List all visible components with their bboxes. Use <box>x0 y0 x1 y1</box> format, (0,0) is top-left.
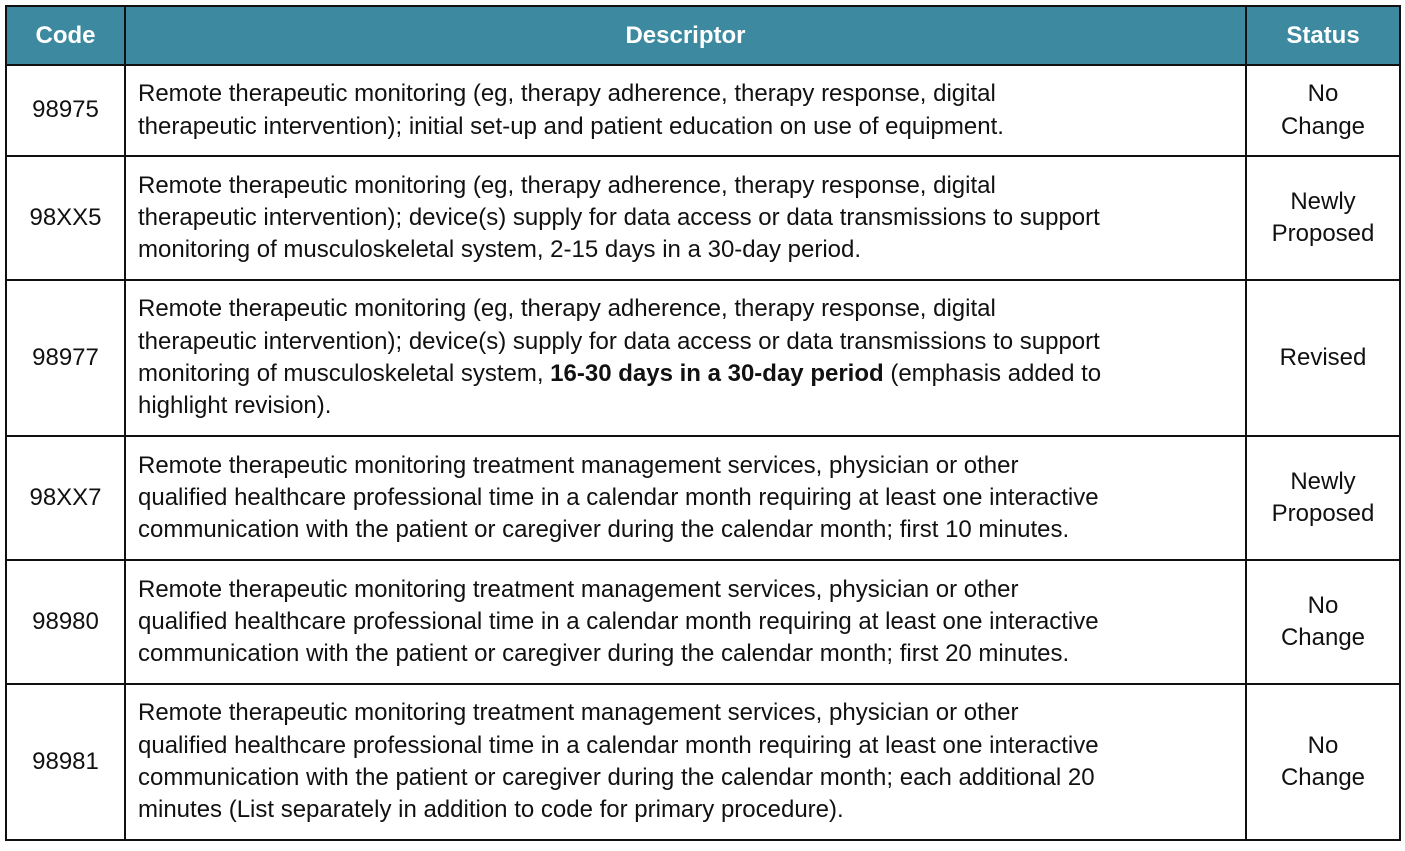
descriptor-line: qualified healthcare professional time in a calendar month requiring at least one interactive <box>138 483 1099 511</box>
descriptor-line: Remote therapeutic monitoring (eg, therapy adherence, therapy response, digital <box>138 295 996 323</box>
status-line: No <box>1307 80 1339 108</box>
descriptor-line: communication with the patient or caregiver during the calendar month; first 10 minutes. <box>138 516 1070 544</box>
status-line: Revised <box>1279 343 1367 371</box>
status-line: Newly <box>1290 467 1356 495</box>
descriptor-line: qualified healthcare professional time in a calendar month requiring at least one interactive <box>138 607 1099 635</box>
status-line: No <box>1307 591 1339 619</box>
descriptor-cell <box>125 436 1246 560</box>
status-line: Change <box>1280 112 1366 140</box>
descriptor-line: highlight revision). <box>138 392 332 420</box>
header-code: Code <box>6 6 125 65</box>
table-row <box>6 684 1400 840</box>
descriptor-line <box>138 358 1235 390</box>
table-row <box>6 65 1400 156</box>
table-row <box>6 560 1400 684</box>
descriptor-line: Remote therapeutic monitoring treatment management services, physician or other <box>138 575 1019 603</box>
descriptor-cell <box>125 560 1246 684</box>
code-cell: 98XX5 <box>6 156 125 280</box>
revision-emphasis: 16-30 days in a 30-day period <box>550 360 884 387</box>
code-cell: 98980 <box>6 560 125 684</box>
codes-table <box>5 5 1401 841</box>
descriptor-line: Remote therapeutic monitoring treatment management services, physician or other <box>138 699 1019 727</box>
descriptor-cell <box>125 684 1246 840</box>
status-cell <box>1246 436 1400 560</box>
descriptor-line: monitoring of musculoskeletal system, 2-15 days in a 30-day period. <box>138 236 862 264</box>
code-cell: 98977 <box>6 280 125 436</box>
status-line: Proposed <box>1271 500 1375 527</box>
descriptor-line: therapeutic intervention); initial set-up and patient education on use of equipment. <box>138 112 1004 140</box>
header-descriptor: Descriptor <box>125 6 1246 65</box>
status-line: Newly <box>1290 187 1356 215</box>
descriptor-line: Remote therapeutic monitoring (eg, therapy adherence, therapy response, digital <box>138 80 996 108</box>
status-line: No <box>1307 731 1339 759</box>
descriptor-line: therapeutic intervention); device(s) supply for data access or data transmissions to support <box>138 327 1100 355</box>
codes-table-container <box>5 5 1401 841</box>
status-cell <box>1246 156 1400 280</box>
descriptor-text: (emphasis added to <box>883 360 1102 387</box>
descriptor-line: therapeutic intervention); device(s) supply for data access or data transmissions to support <box>138 203 1100 231</box>
status-cell <box>1246 280 1400 436</box>
status-cell <box>1246 560 1400 684</box>
descriptor-cell <box>125 156 1246 280</box>
table-row <box>6 436 1400 560</box>
descriptor-line: minutes (List separately in addition to code for primary procedure). <box>138 796 844 824</box>
status-cell <box>1246 65 1400 156</box>
header-row <box>6 6 1400 65</box>
descriptor-line: Remote therapeutic monitoring treatment management services, physician or other <box>138 451 1019 479</box>
descriptor-line: Remote therapeutic monitoring (eg, therapy adherence, therapy response, digital <box>138 171 996 199</box>
code-cell: 98XX7 <box>6 436 125 560</box>
status-line: Change <box>1280 764 1366 791</box>
table-row <box>6 156 1400 280</box>
descriptor-line: communication with the patient or caregiver during the calendar month; first 20 minutes. <box>138 640 1070 668</box>
code-cell: 98975 <box>6 65 125 156</box>
status-line: Change <box>1280 624 1366 651</box>
descriptor-line: qualified healthcare professional time in a calendar month requiring at least one interactive <box>138 731 1099 759</box>
table-row <box>6 280 1400 436</box>
status-cell <box>1246 684 1400 840</box>
descriptor-cell <box>125 280 1246 436</box>
descriptor-line: communication with the patient or caregiver during the calendar month; each additional 20 <box>138 764 1095 791</box>
descriptor-text: monitoring of musculoskeletal system, <box>138 360 551 387</box>
code-cell: 98981 <box>6 684 125 840</box>
descriptor-cell <box>125 65 1246 156</box>
status-line: Proposed <box>1271 220 1375 247</box>
header-status: Status <box>1246 6 1400 65</box>
